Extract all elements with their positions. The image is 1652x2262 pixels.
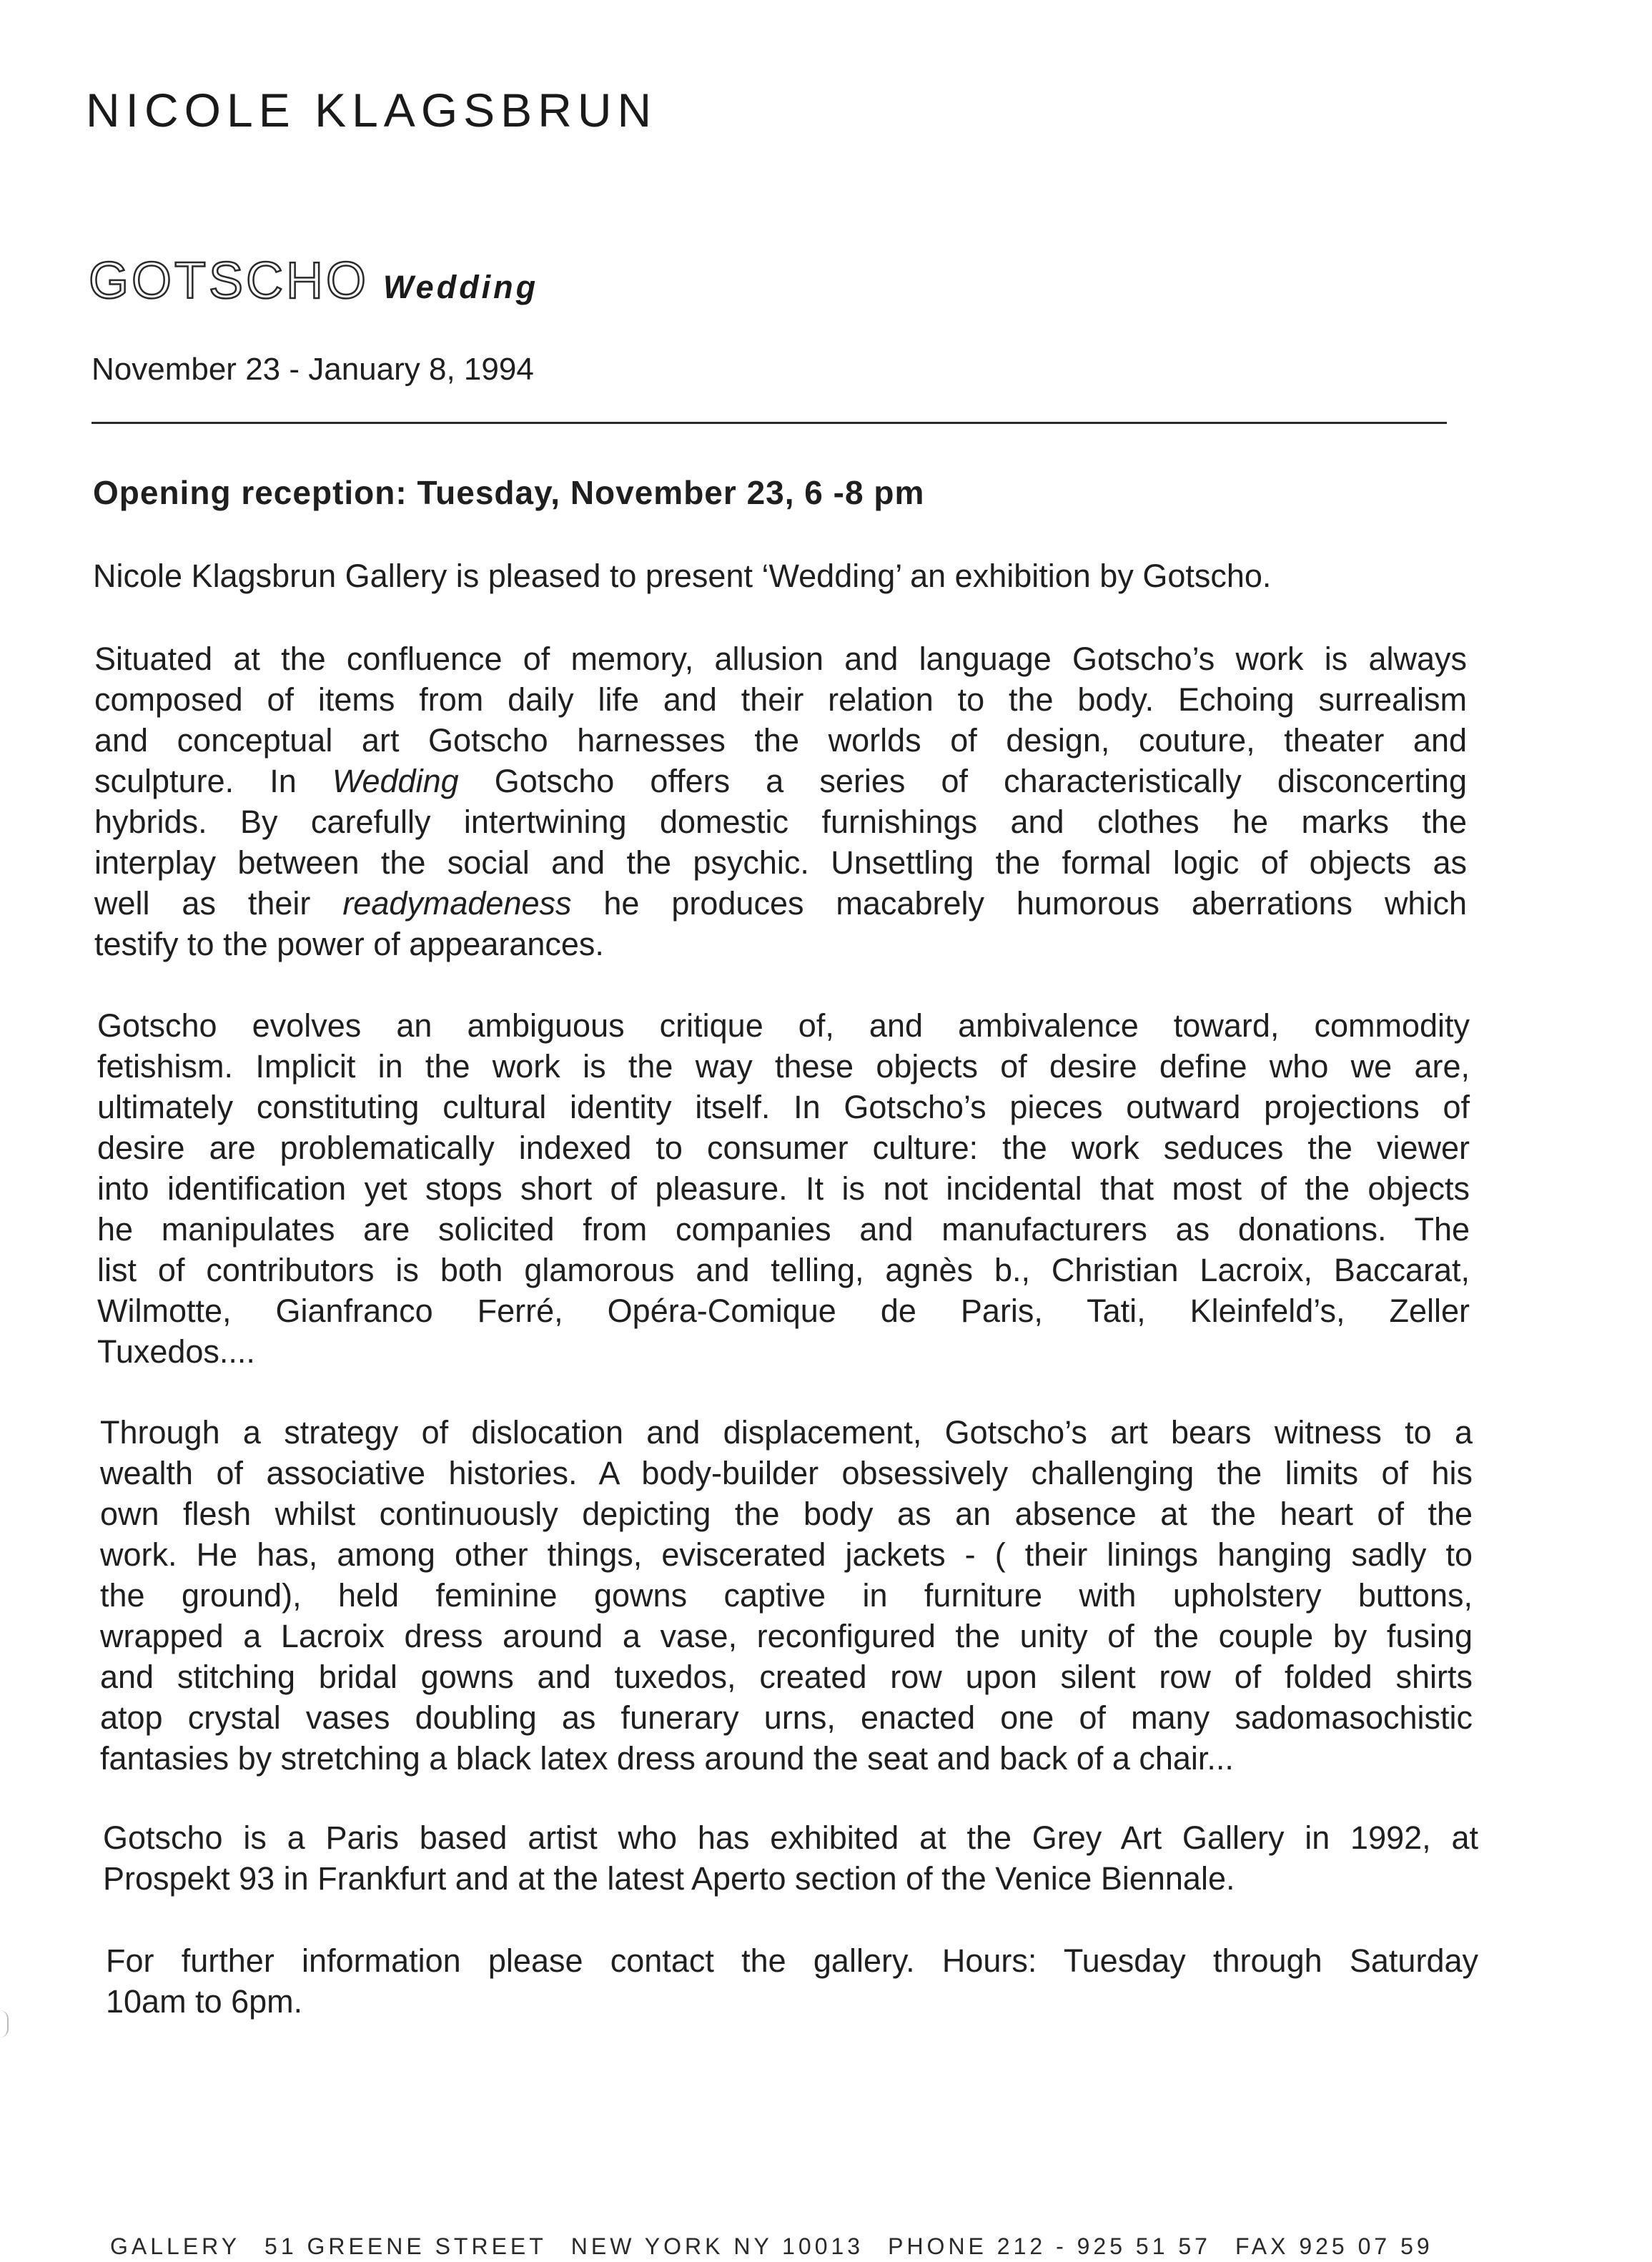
scan-edge-mark (0, 2010, 9, 2038)
text-line: Tuxedos.... (97, 1333, 255, 1370)
text-line: Gotscho is a Paris based artist who has exhibited at the Grey Art Gallery in 1992, at (103, 1819, 1478, 1856)
text-run: he produces macabrely humorous aberrations which (571, 885, 1467, 922)
text-line: wrapped a Lacroix dress around a vase, reconfigured the unity of the couple by fusing (100, 1618, 1473, 1654)
text-line: the ground), held feminine gowns captive in furniture with upholstery buttons, (100, 1577, 1473, 1614)
text-line: Wilmotte, Gianfranco Ferré, Opéra-Comique de Paris, Tati, Kleinfeld’s, Zeller (97, 1293, 1470, 1329)
text-line: and conceptual art Gotscho harnesses the worlds of design, couture, theater and (94, 722, 1467, 759)
text-line: and stitching bridal gowns and tuxedos, created row upon silent row of folded shirts (100, 1659, 1473, 1695)
gallery-letterhead: NICOLE KLAGSBRUN (86, 84, 658, 137)
text-line: into identification yet stops short of pleasure. It is not incidental that most of the objects (97, 1170, 1470, 1207)
divider (91, 422, 1447, 424)
text-line: Situated at the confluence of memory, allusion and language Gotscho’s work is always (94, 641, 1467, 677)
text-line: interplay between the social and the psychic. Unsettling the formal logic of objects as (94, 844, 1467, 881)
text-line: Through a strategy of dislocation and displacement, Gotscho’s art bears witness to a (100, 1414, 1473, 1451)
text-line: Gotscho evolves an ambiguous critique of, and ambivalence toward, commodity (97, 1007, 1470, 1044)
text-line: testify to the power of appearances. (94, 926, 604, 962)
footer-fax: FAX 925 07 59 (1235, 2233, 1433, 2259)
italic-term: readymadeness (342, 885, 572, 922)
text-line: he manipulates are solicited from companies and manufacturers as donations. The (97, 1211, 1470, 1248)
opening-reception: Opening reception: Tuesday, November 23, 6 -8 pm (93, 474, 925, 511)
paragraph-3 (100, 1412, 1473, 1779)
exhibition-dates: November 23 - January 8, 1994 (91, 352, 534, 387)
text-line: hybrids. By carefully intertwining domestic furnishings and clothes he marks the (94, 804, 1467, 840)
text-line: desire are problematically indexed to consumer culture: the work seduces the viewer (97, 1130, 1470, 1166)
text-line: 10am to 6pm. (106, 1983, 303, 2020)
text-run: well as their (94, 885, 343, 922)
footer-gallery: GALLERY (110, 2233, 241, 2259)
text-line: list of contributors is both glamorous and telling, agnès b., Christian Lacroix, Baccarat, (97, 1252, 1470, 1288)
paragraph-1 (94, 638, 1467, 964)
italic-title: Wedding (332, 763, 459, 799)
text-line: atop crystal vases doubling as funerary urns, enacted one of many sadomasochistic (100, 1699, 1473, 1736)
text-line: fantasies by stretching a black latex dress around the seat and back of a chair... (100, 1740, 1234, 1777)
intro-sentence: Nicole Klagsbrun Gallery is pleased to present ‘Wedding’ an exhibition by Gotscho. (93, 558, 1272, 594)
footer-phone: PHONE 212 - 925 51 57 (888, 2233, 1211, 2259)
text-line: fetishism. Implicit in the work is the way these objects of desire define who we are, (97, 1048, 1470, 1085)
text-line (94, 761, 1467, 801)
artist-name: GOTSCHO (89, 252, 370, 310)
gallery-address-footer (110, 2233, 1458, 2260)
paragraph-5 (106, 1940, 1478, 2022)
footer-city: NEW YORK NY 10013 (570, 2233, 864, 2259)
text-line: For further information please contact the gallery. Hours: Tuesday through Saturday (106, 1942, 1478, 1979)
text-run: Gotscho offers a series of characteristically disconcerting (458, 763, 1467, 799)
exhibition-name: Wedding (383, 269, 539, 305)
text-line: ultimately constituting cultural identity itself. In Gotscho’s pieces outward projections of (97, 1089, 1470, 1125)
text-line: Prospekt 93 in Frankfurt and at the latest Aperto section of the Venice Biennale. (103, 1860, 1235, 1897)
exhibition-title (89, 252, 538, 310)
text-line: composed of items from daily life and their relation to the body. Echoing surrealism (94, 681, 1467, 718)
text-run: sculpture. In (94, 763, 332, 799)
paragraph-4 (103, 1817, 1478, 1899)
paragraph-2 (97, 1005, 1470, 1372)
text-line (94, 883, 1467, 924)
footer-street: 51 GREENE STREET (264, 2233, 547, 2259)
text-line: own flesh whilst continuously depicting the body as an absence at the heart of the (100, 1496, 1473, 1532)
text-line: work. He has, among other things, eviscerated jackets - ( their linings hanging sadly to (100, 1536, 1473, 1573)
text-line: wealth of associative histories. A body-builder obsessively challenging the limits of his (100, 1455, 1473, 1491)
